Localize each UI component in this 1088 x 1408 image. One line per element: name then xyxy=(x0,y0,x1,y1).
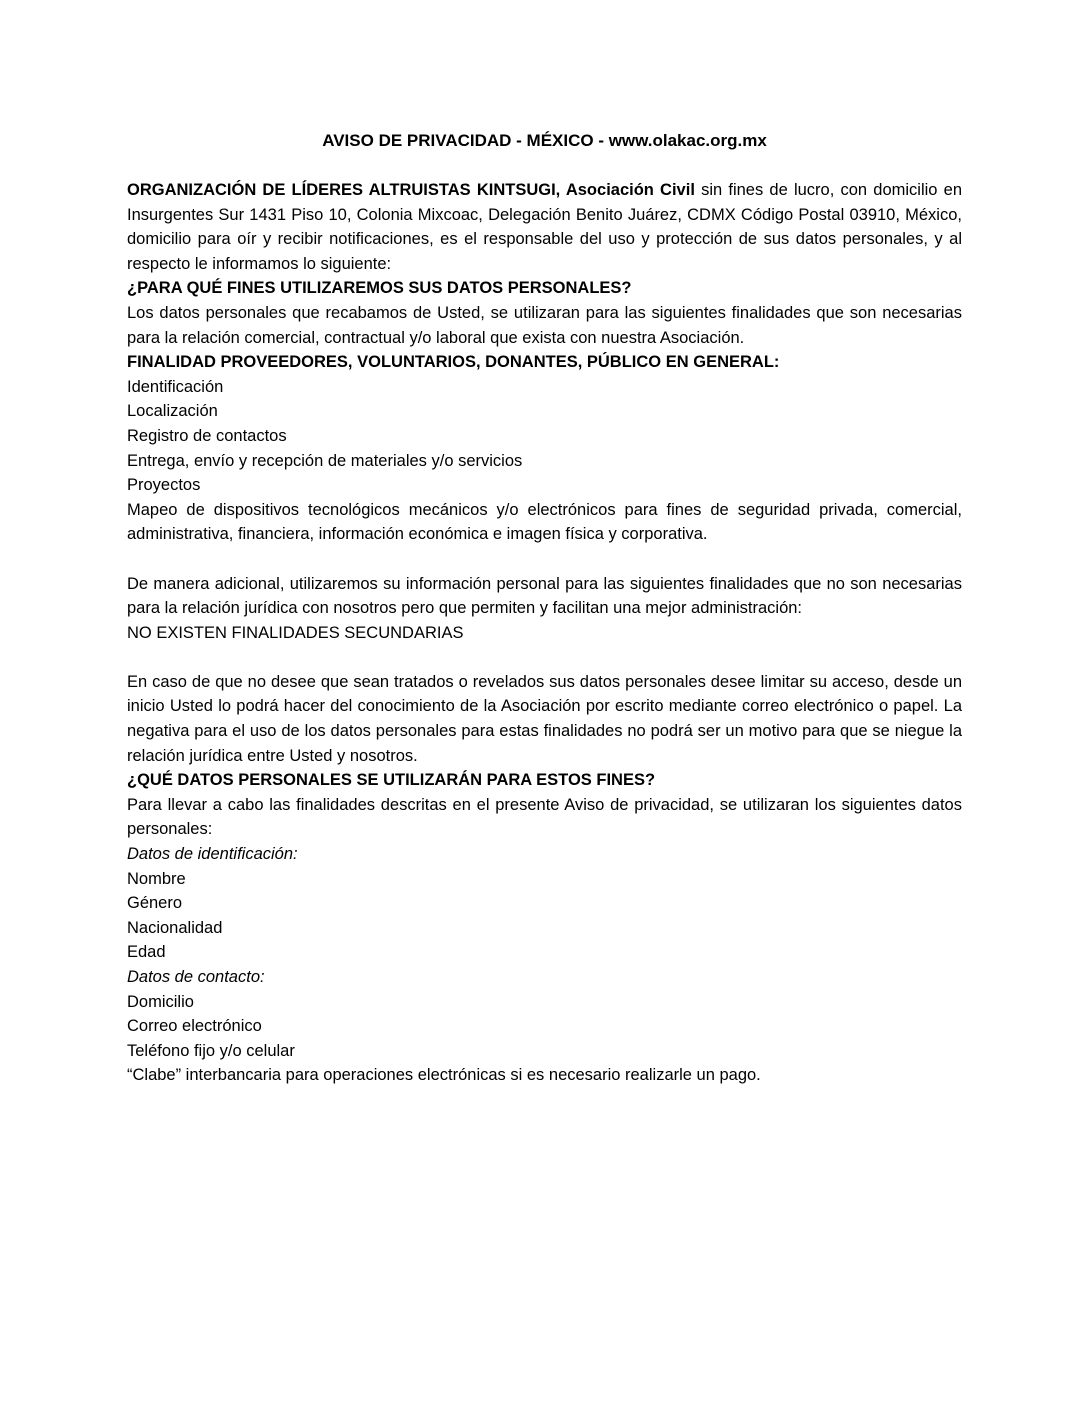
organization-name: ORGANIZACIÓN DE LÍDERES ALTRUISTAS KINTSUGI, Asociación Civil xyxy=(127,181,695,199)
identification-item: Género xyxy=(127,894,183,913)
heading-datos: ¿QUÉ DATOS PERSONALES SE UTILIZARÁN PARA ESTOS FINES? xyxy=(127,771,656,790)
fines-paragraph: Los datos personales que recabamos de Usted, se utilizaran para las siguientes finalidades que son necesarias para la relación comercial, contractual y/o laboral que exista con nuestra Asociación. xyxy=(127,303,962,347)
document-title: AVISO DE PRIVACIDAD - MÉXICO - www.olakac.org.mx xyxy=(322,131,767,150)
identification-item: Nacionalidad xyxy=(127,918,223,937)
contact-item: Correo electrónico xyxy=(127,1017,262,1036)
heading-fines: ¿PARA QUÉ FINES UTILIZAREMOS SUS DATOS PERSONALES? xyxy=(127,279,632,298)
identification-item: Edad xyxy=(127,943,166,962)
contact-item: Teléfono fijo y/o celular xyxy=(127,1041,295,1060)
intro-paragraph xyxy=(127,178,962,276)
identification-data-label: Datos de identificación: xyxy=(127,845,298,864)
intro-text: sin fines de lucro, con domicilio en Insurgentes Sur 1431 Piso 10, Colonia Mixcoac, Delegación Benito Juárez, CDMX Código Postal 03910, México, domicilio para oír y recibir notificaciones, es el responsable del uso y protección de sus datos personales, y al respecto le informamos lo siguiente: xyxy=(127,181,962,273)
negativa-paragraph: En caso de que no desee que sean tratados o revelados sus datos personales desee limitar su acceso, desde un inicio Usted lo podrá hacer del conocimiento de la Asociación por escrito mediante correo electrónico o papel. La negativa para el uso de los datos personales para estas finalidades no podrá ser un motivo para que se niegue la relación jurídica entre Usted y nosotros. xyxy=(127,672,962,765)
clabe-line: “Clabe” interbancaria para operaciones electrónicas si es necesario realizarle un pago. xyxy=(127,1066,761,1085)
finalidad-item: Registro de contactos xyxy=(127,426,287,445)
no-secondary-purposes-note: NO EXISTEN FINALIDADES SECUNDARIAS xyxy=(127,623,464,642)
datos-paragraph: Para llevar a cabo las finalidades descritas en el presente Aviso de privacidad, se utilizaran los siguientes datos personales: xyxy=(127,795,962,839)
finalidad-item: Mapeo de dispositivos tecnológicos mecánicos y/o electrónicos para fines de seguridad privada, comercial, administrativa, financiera, información económica e imagen física y corporativa. xyxy=(127,500,962,544)
finalidad-item: Localización xyxy=(127,402,218,421)
adicional-paragraph: De manera adicional, utilizaremos su información personal para las siguientes finalidades que no son necesarias para la relación jurídica con nosotros pero que permiten y facilitan una mejor administración: xyxy=(127,574,962,618)
contact-item: Domicilio xyxy=(127,992,194,1011)
finalidad-item: Entrega, envío y recepción de materiales y/o servicios xyxy=(127,451,523,470)
contact-data-label: Datos de contacto: xyxy=(127,968,265,986)
finalidad-item: Identificación xyxy=(127,377,224,396)
identification-item: Nombre xyxy=(127,869,186,888)
finalidad-item: Proyectos xyxy=(127,476,201,495)
heading-finalidad: FINALIDAD PROVEEDORES, VOLUNTARIOS, DONANTES, PÚBLICO EN GENERAL: xyxy=(127,353,780,372)
